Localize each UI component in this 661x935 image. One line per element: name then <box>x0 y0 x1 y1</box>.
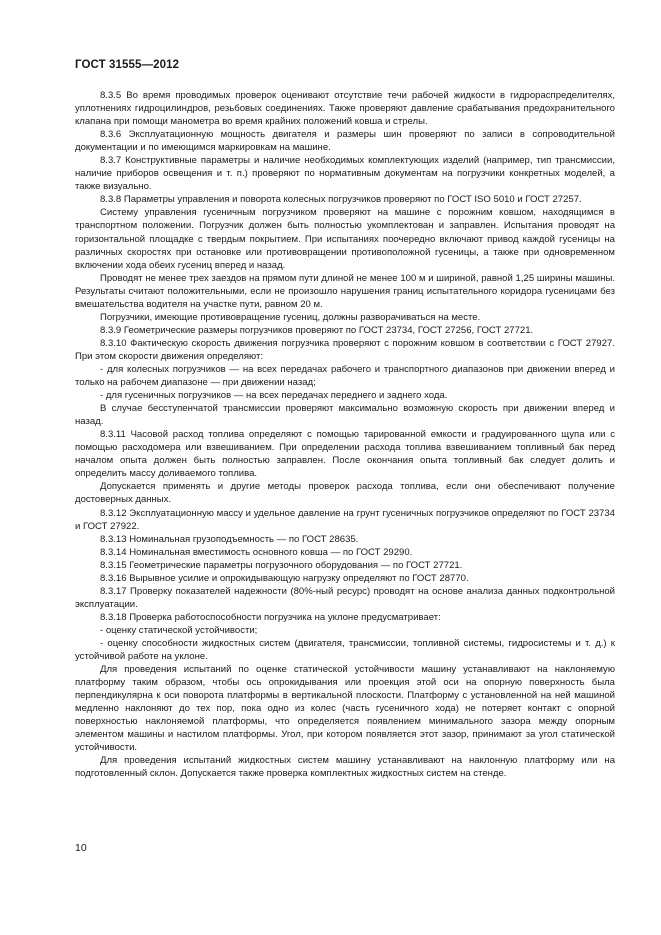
list-item-fluid-systems: - оценку способности жидкостных систем (двигателя, трансмиссии, топливной системы, гидросистемы и т. д.) к устойчивой работе на уклоне. <box>75 637 615 663</box>
paragraph-stability-test: Для проведения испытаний по оценке статической устойчивости машину устанавливают на наклоняемую платформу таким образом, чтобы ось опрокидывания или проекция этой оси на опорную поверхность была перпендикулярна к оси поворота платформы в вертикальной плоскости. Платформу с установленной на ней машиной медленно наклоняют до тех пор, пока одно из колес (часть гусеничного хода) не потеряет контакт с опорной поверхностью наклоняемой платформы, что определяется появлением минимального зазора между опорным элементом машины и настилом платформы. Угол, при котором появляется этот зазор, принимают за угол статической устойчивости. <box>75 664 615 754</box>
paragraph-tracked-steering: Систему управления гусеничным погрузчиком проверяют на машине с порожним ковшом, находящимся в транспортном положении. Погрузчик должен быть полностью укомплектован и заправлен. Испытания проводят на горизонтальной площадке с твердым покрытием. При испытаниях поочередно включают привод каждой гусеницы на различных скоростях при остановке или противовращении противоположной гусеницы, а также при одновременном включении хода обеих гусениц вперед и назад. <box>75 207 615 271</box>
paragraph-8-3-17: 8.3.17 Проверку показателей надежности (80%-ный ресурс) проводят на основе анализа данных подконтрольной эксплуатации. <box>75 585 615 610</box>
paragraph-counter-rotation: Погрузчики, имеющие противовращение гусениц, должны разворачиваться на месте. <box>100 311 481 323</box>
paragraph-cvt: В случае бесступенчатой трансмиссии проверяют максимально возможную скорость при движении вперед и назад. <box>75 403 615 428</box>
paragraph-8-3-15: 8.3.15 Геометрические параметры погрузочного оборудования — по ГОСТ 27721. <box>100 559 463 571</box>
paragraph-8-3-5: 8.3.5 Во время проводимых проверок оценивают отсутствие течи рабочей жидкости в гидрораспределителях, уплотнениях гидроцилиндров, резьбовых соединениях. Также проверяют давление срабатывания предохранительного клапана при помощи манометра во время крайних положений ковша и стрелы. <box>75 90 615 128</box>
paragraph-8-3-13: 8.3.13 Номинальная грузоподъемность — по ГОСТ 28635. <box>100 533 359 545</box>
list-item-static-stability: - оценку статической устойчивости; <box>100 624 258 636</box>
list-item-wheeled: - для колесных погрузчиков — на всех передачах рабочего и транспортного диапазонов при движении вперед и только на рабочем диапазоне — при движении назад; <box>75 363 615 389</box>
paragraph-8-3-18: 8.3.18 Проверка работоспособности погрузчика на уклоне предусматривает: <box>100 611 441 623</box>
paragraph-8-3-10: 8.3.10 Фактическую скорость движения погрузчика проверяют с порожним ковшом в соответствии с ГОСТ 27927. При этом скорости движения определяют: <box>75 337 615 362</box>
paragraph-8-3-8: 8.3.8 Параметры управления и поворота колесных погрузчиков проверяют по ГОСТ ISO 5010 и ГОСТ 27257. <box>100 194 582 206</box>
list-item-tracked: - для гусеничных погрузчиков — на всех передачах переднего и заднего хода. <box>100 390 448 402</box>
paragraph-8-3-11: 8.3.11 Часовой расход топлива определяют с помощью тарированной емкости и градуированного щупа или с помощью расходомера или взвешиванием. При определении расхода топлива взвешиванием топливный бак перед началом опыта должен быть полностью заправлен. После окончания опыта топливный бак следует долить и определить массу доливаемого топлива. <box>75 429 615 480</box>
paragraph-8-3-14: 8.3.14 Номинальная вместимость основного ковша — по ГОСТ 29290. <box>100 546 413 558</box>
paragraph-8-3-9: 8.3.9 Геометрические размеры погрузчиков проверяют по ГОСТ 23734, ГОСТ 27256, ГОСТ 27721. <box>100 324 534 336</box>
paragraph-8-3-6: 8.3.6 Эксплуатационную мощность двигателя и размеры шин проверяют по записи в сопроводительной документации и по имеющимся маркировкам на машине. <box>75 129 615 154</box>
paragraph-fluid-systems-test: Для проведения испытаний жидкостных систем машину устанавливают на наклонную платформу или на подготовленный склон. Допускается также проверка комплектных жидкостных систем на стенде. <box>75 755 615 780</box>
paragraph-8-3-12: 8.3.12 Эксплуатационную массу и удельное давление на грунт гусеничных погрузчиков определяют по ГОСТ 23734 и ГОСТ 27922. <box>75 507 615 532</box>
standard-header: ГОСТ 31555—2012 <box>75 59 180 71</box>
paragraph-other-methods: Допускается применять и другие методы проверок расхода топлива, если они обеспечивают получение достоверных данных. <box>75 481 615 506</box>
body-text <box>75 89 615 780</box>
paragraph-8-3-7: 8.3.7 Конструктивные параметры и наличие необходимых комплектующих изделий (например, тип трансмиссии, наличие приборов освещения и т. п.) проверяют по нормативным документам на погрузчики конкретных моделей, а также визуально. <box>75 155 615 193</box>
page-number: 10 <box>75 842 87 854</box>
paragraph-runs: Проводят не менее трех заездов на прямом пути длиной не менее 100 м и шириной, равной 1,25 ширины машины. Результаты считают положительными, если не произошло нарушения границ испытательного коридора гусеницами без вмешательства водителя на участке пути, равном 20 м. <box>75 272 615 310</box>
paragraph-8-3-16: 8.3.16 Вырывное усилие и опрокидывающую нагрузку определяют по ГОСТ 28770. <box>100 572 469 584</box>
